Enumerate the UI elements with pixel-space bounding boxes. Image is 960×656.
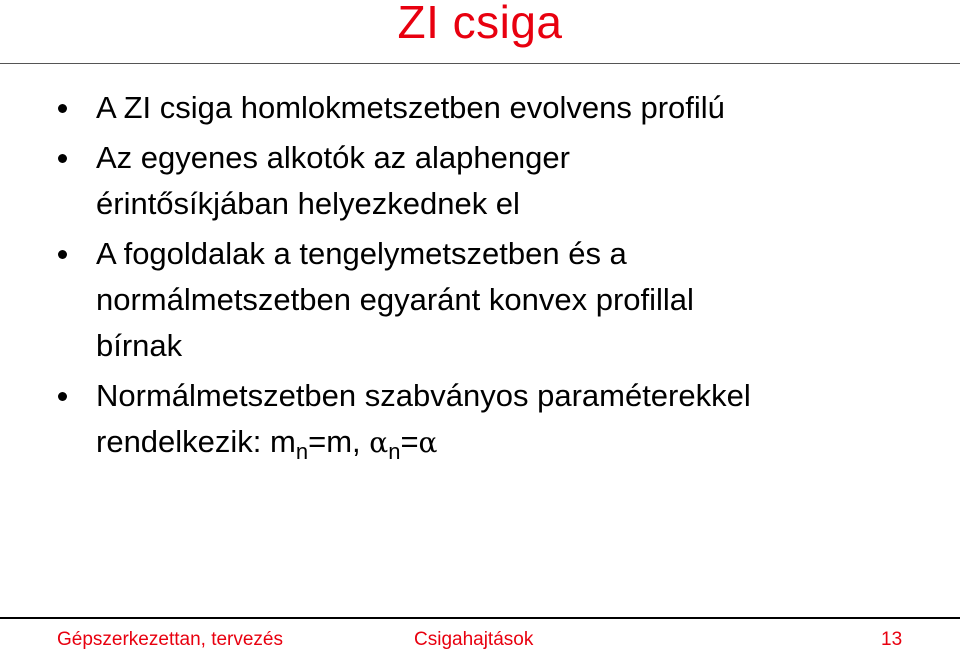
alpha-symbol: α — [369, 426, 389, 459]
page-number: 13 — [881, 629, 903, 650]
bullet-text-line-1: A fogoldalak a tengelymetszetben és a — [96, 236, 627, 271]
slide-title: ZI csiga — [397, 0, 563, 48]
alpha-symbol: α — [418, 426, 438, 459]
bullet-text-line-1: Normálmetszetben szabványos paraméterekkel — [96, 378, 751, 413]
footer-divider — [0, 617, 960, 619]
title-divider — [0, 63, 960, 64]
bullet-text: A ZI csiga homlokmetszetben evolvens profilú — [96, 90, 725, 125]
formula-equals: = — [400, 424, 419, 459]
bullet-list — [56, 85, 936, 472]
bullet-text-line-3: bírnak — [96, 328, 183, 363]
bullet-dot-icon — [58, 392, 67, 401]
bullet-text-line-1: Az egyenes alkotók az alaphenger — [96, 140, 570, 175]
footer-course-title: Gépszerkezettan, tervezés — [57, 629, 283, 650]
formula-equals-m: =m, — [308, 424, 370, 459]
bullet-dot-icon — [58, 154, 67, 163]
bullet-text-line-2: érintősíkjában helyezkednek el — [96, 186, 520, 221]
bullet-item-4 — [56, 373, 936, 468]
bullet-item-2 — [56, 135, 936, 227]
formula-line — [96, 424, 438, 464]
bullet-dot-icon — [58, 104, 67, 113]
footer-chapter-title: Csigahajtások — [414, 629, 534, 650]
bullet-item-3 — [56, 231, 936, 369]
subscript-n: n — [295, 439, 309, 464]
bullet-item-1 — [56, 85, 936, 131]
subscript-n: n — [388, 439, 401, 464]
formula-prefix: rendelkezik: m — [96, 424, 296, 459]
bullet-dot-icon — [58, 250, 67, 259]
bullet-text-line-2: normálmetszetben egyaránt konvex profillal — [96, 282, 694, 317]
